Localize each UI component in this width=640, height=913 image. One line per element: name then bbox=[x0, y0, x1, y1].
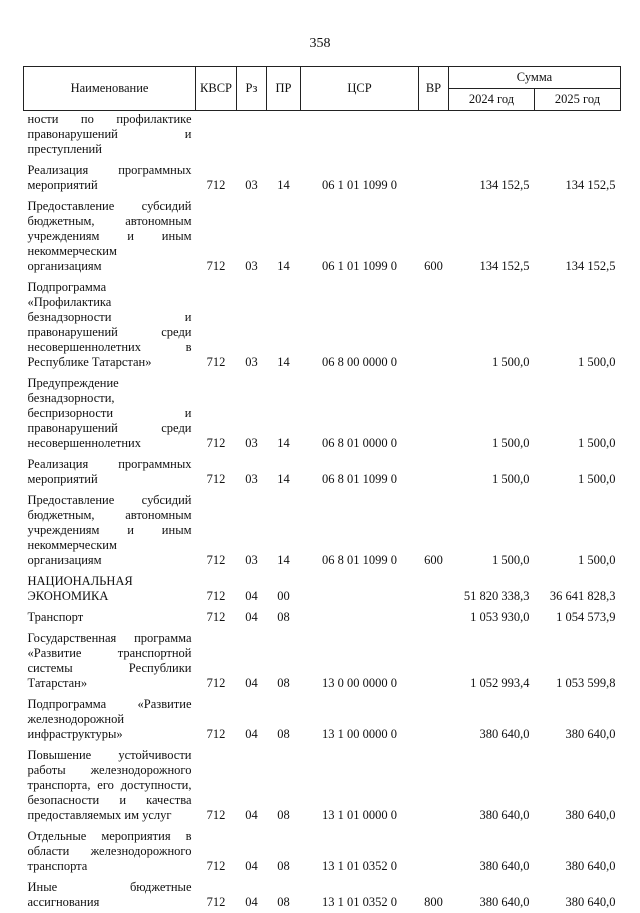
cell-kvsr: 712 bbox=[196, 160, 237, 196]
cell-pr: 14 bbox=[267, 454, 301, 490]
cell-kvsr: 712 bbox=[196, 745, 237, 826]
cell-2024: 134 152,5 bbox=[449, 196, 535, 277]
table-row bbox=[24, 745, 621, 826]
table-row bbox=[24, 628, 621, 694]
cell-2024 bbox=[449, 111, 535, 161]
cell-csr: 06 8 01 0000 0 bbox=[301, 373, 419, 454]
cell-rz: 03 bbox=[237, 277, 267, 373]
cell-2025: 1 054 573,9 bbox=[535, 607, 621, 628]
cell-2025: 1 053 599,8 bbox=[535, 628, 621, 694]
cell-name: НАЦИОНАЛЬНАЯ ЭКОНОМИКА bbox=[24, 571, 196, 607]
cell-csr bbox=[301, 571, 419, 607]
cell-rz: 04 bbox=[237, 826, 267, 877]
cell-name: Предоставление субсидий бюджетным, автономным учреждениям и иным некоммерческим организациям bbox=[24, 490, 196, 571]
cell-2024: 380 640,0 bbox=[449, 877, 535, 913]
cell-2025 bbox=[535, 111, 621, 161]
header-pr: ПР bbox=[267, 67, 301, 111]
cell-name: Государственная программа «Развитие транспортной системы Республики Татарстан» bbox=[24, 628, 196, 694]
cell-rz: 04 bbox=[237, 877, 267, 913]
cell-kvsr: 712 bbox=[196, 373, 237, 454]
cell-pr: 08 bbox=[267, 607, 301, 628]
cell-csr: 13 1 01 0352 0 bbox=[301, 877, 419, 913]
cell-vr: 800 bbox=[419, 877, 449, 913]
table-header bbox=[24, 67, 621, 111]
cell-kvsr: 712 bbox=[196, 277, 237, 373]
cell-pr: 14 bbox=[267, 160, 301, 196]
cell-pr: 08 bbox=[267, 826, 301, 877]
cell-2024: 1 500,0 bbox=[449, 490, 535, 571]
cell-rz: 03 bbox=[237, 373, 267, 454]
cell-rz: 04 bbox=[237, 628, 267, 694]
cell-kvsr: 712 bbox=[196, 571, 237, 607]
cell-csr: 06 1 01 1099 0 bbox=[301, 160, 419, 196]
cell-2024: 380 640,0 bbox=[449, 826, 535, 877]
cell-rz: 03 bbox=[237, 196, 267, 277]
cell-vr bbox=[419, 607, 449, 628]
cell-2025: 380 640,0 bbox=[535, 877, 621, 913]
cell-rz: 03 bbox=[237, 454, 267, 490]
cell-vr bbox=[419, 694, 449, 745]
cell-vr bbox=[419, 277, 449, 373]
cell-vr: 600 bbox=[419, 196, 449, 277]
cell-vr bbox=[419, 373, 449, 454]
header-year-2024: 2024 год bbox=[449, 89, 535, 111]
cell-2024: 51 820 338,3 bbox=[449, 571, 535, 607]
page-number: 358 bbox=[0, 36, 640, 52]
cell-name: Транспорт bbox=[24, 607, 196, 628]
cell-name: Подпрограмма «Развитие железнодорожной инфраструктуры» bbox=[24, 694, 196, 745]
cell-2025: 36 641 828,3 bbox=[535, 571, 621, 607]
cell-pr: 14 bbox=[267, 196, 301, 277]
cell-pr: 00 bbox=[267, 571, 301, 607]
cell-kvsr: 712 bbox=[196, 877, 237, 913]
cell-name: Иные бюджетные ассигнования bbox=[24, 877, 196, 913]
cell-csr: 13 1 01 0352 0 bbox=[301, 826, 419, 877]
header-csr: ЦСР bbox=[301, 67, 419, 111]
header-rz: Рз bbox=[237, 67, 267, 111]
cell-rz: 04 bbox=[237, 745, 267, 826]
cell-csr: 06 8 01 1099 0 bbox=[301, 454, 419, 490]
cell-vr bbox=[419, 160, 449, 196]
table-body bbox=[24, 111, 621, 913]
cell-name: ности по профилактике правонарушений и преступлений bbox=[24, 111, 196, 161]
cell-kvsr: 712 bbox=[196, 454, 237, 490]
cell-rz: 04 bbox=[237, 694, 267, 745]
cell-kvsr: 712 bbox=[196, 694, 237, 745]
cell-pr bbox=[267, 111, 301, 161]
table-row bbox=[24, 111, 621, 161]
cell-kvsr bbox=[196, 111, 237, 161]
cell-vr bbox=[419, 628, 449, 694]
header-vr: ВР bbox=[419, 67, 449, 111]
cell-name: Повышение устойчивости работы железнодорожного транспорта, его доступности, безопасности и качества предоставляемых им услуг bbox=[24, 745, 196, 826]
cell-pr: 14 bbox=[267, 490, 301, 571]
table-row bbox=[24, 373, 621, 454]
cell-2025: 1 500,0 bbox=[535, 454, 621, 490]
table-row bbox=[24, 454, 621, 490]
cell-pr: 08 bbox=[267, 877, 301, 913]
cell-kvsr: 712 bbox=[196, 490, 237, 571]
table-row bbox=[24, 196, 621, 277]
cell-kvsr: 712 bbox=[196, 628, 237, 694]
cell-2025: 1 500,0 bbox=[535, 490, 621, 571]
table-row bbox=[24, 277, 621, 373]
cell-2024: 134 152,5 bbox=[449, 160, 535, 196]
cell-rz: 04 bbox=[237, 607, 267, 628]
cell-pr: 14 bbox=[267, 373, 301, 454]
table-row bbox=[24, 694, 621, 745]
header-sum: Сумма bbox=[449, 67, 621, 89]
cell-name: Предупреждение безнадзорности, беспризорности и правонарушений среди несовершеннолетних bbox=[24, 373, 196, 454]
cell-kvsr: 712 bbox=[196, 826, 237, 877]
cell-rz: 03 bbox=[237, 160, 267, 196]
cell-rz: 04 bbox=[237, 571, 267, 607]
table-row bbox=[24, 877, 621, 913]
cell-csr: 13 0 00 0000 0 bbox=[301, 628, 419, 694]
cell-2024: 1 052 993,4 bbox=[449, 628, 535, 694]
cell-2025: 134 152,5 bbox=[535, 196, 621, 277]
cell-2024: 1 053 930,0 bbox=[449, 607, 535, 628]
cell-kvsr: 712 bbox=[196, 196, 237, 277]
cell-pr: 08 bbox=[267, 694, 301, 745]
cell-csr: 06 8 01 1099 0 bbox=[301, 490, 419, 571]
budget-table bbox=[23, 66, 621, 913]
cell-2024: 1 500,0 bbox=[449, 277, 535, 373]
cell-vr bbox=[419, 826, 449, 877]
cell-csr bbox=[301, 607, 419, 628]
header-year-2025: 2025 год bbox=[535, 89, 621, 111]
cell-name: Реализация программных мероприятий bbox=[24, 454, 196, 490]
cell-csr: 06 8 00 0000 0 bbox=[301, 277, 419, 373]
cell-2025: 380 640,0 bbox=[535, 826, 621, 877]
cell-vr bbox=[419, 454, 449, 490]
cell-name: Предоставление субсидий бюджетным, автономным учреждениям и иным некоммерческим организациям bbox=[24, 196, 196, 277]
cell-csr: 13 1 01 0000 0 bbox=[301, 745, 419, 826]
cell-2025: 380 640,0 bbox=[535, 694, 621, 745]
cell-pr: 08 bbox=[267, 745, 301, 826]
cell-2024: 1 500,0 bbox=[449, 454, 535, 490]
cell-rz: 03 bbox=[237, 490, 267, 571]
header-kvsr: КВСР bbox=[196, 67, 237, 111]
cell-pr: 08 bbox=[267, 628, 301, 694]
cell-kvsr: 712 bbox=[196, 607, 237, 628]
cell-name: Подпрограмма «Профилактика безнадзорности и правонарушений среди несовершеннолетних в Республике Татарстан» bbox=[24, 277, 196, 373]
cell-2025: 134 152,5 bbox=[535, 160, 621, 196]
cell-2025: 380 640,0 bbox=[535, 745, 621, 826]
table-row bbox=[24, 160, 621, 196]
cell-2024: 1 500,0 bbox=[449, 373, 535, 454]
cell-pr: 14 bbox=[267, 277, 301, 373]
cell-csr: 06 1 01 1099 0 bbox=[301, 196, 419, 277]
cell-vr: 600 bbox=[419, 490, 449, 571]
table-row bbox=[24, 826, 621, 877]
cell-2024: 380 640,0 bbox=[449, 745, 535, 826]
cell-rz bbox=[237, 111, 267, 161]
cell-csr: 13 1 00 0000 0 bbox=[301, 694, 419, 745]
cell-name: Реализация программных мероприятий bbox=[24, 160, 196, 196]
cell-vr bbox=[419, 111, 449, 161]
table-row bbox=[24, 607, 621, 628]
cell-2024: 380 640,0 bbox=[449, 694, 535, 745]
cell-2025: 1 500,0 bbox=[535, 277, 621, 373]
cell-2025: 1 500,0 bbox=[535, 373, 621, 454]
table-row bbox=[24, 571, 621, 607]
cell-vr bbox=[419, 571, 449, 607]
cell-vr bbox=[419, 745, 449, 826]
cell-csr bbox=[301, 111, 419, 161]
table-row bbox=[24, 490, 621, 571]
cell-name: Отдельные мероприятия в области железнодорожного транспорта bbox=[24, 826, 196, 877]
header-name: Наименование bbox=[24, 67, 196, 111]
